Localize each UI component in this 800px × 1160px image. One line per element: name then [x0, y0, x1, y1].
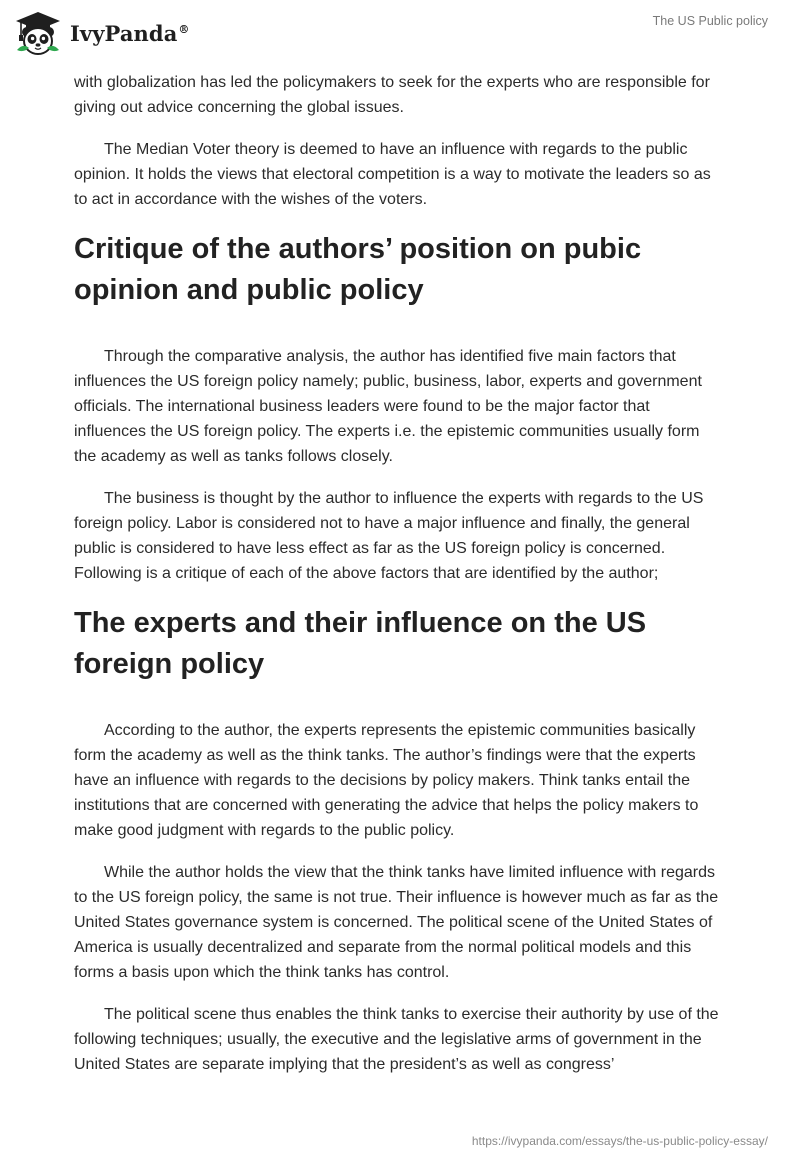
page-label: The US Public policy — [652, 14, 768, 28]
paragraph: The Median Voter theory is deemed to have an influence with regards to the public opinion. It holds the views that electoral competition is a way to motivate the leaders so as to act in accordance with the wishes of the voters. — [74, 141, 711, 208]
brand-name: IvyPanda® — [70, 20, 190, 46]
section-heading: Critique of the authors’ position on pubic opinion and public policy — [74, 233, 642, 306]
registered-mark: ® — [178, 22, 190, 36]
paragraph: While the author holds the view that the think tanks have limited influence with regards to the US foreign policy, the same is not true. Their influence is however much as far as the United States governance system is concerned. The political scene of the United States of America is usually decentralized and separate from the normal political models and this forms a basis upon which the think tanks has control. — [74, 864, 719, 981]
brand-logo[interactable] — [14, 10, 190, 56]
paragraph: The business is thought by the author to influence the experts with regards to the US foreign policy. Labor is considered not to have a major influence and finally, the general public is considered to have less effect as far as the US foreign policy is concerned. Following is a critique of each of the above factors that are identified by the author; — [74, 490, 704, 582]
source-url[interactable]: https://ivypanda.com/essays/the-us-public-policy-essay/ — [471, 1134, 768, 1148]
paragraph: with globalization has led the policymakers to seek for the experts who are responsible for giving out advice concerning the global issues. — [74, 74, 710, 116]
paragraph: The political scene thus enables the think tanks to exercise their authority by use of the following techniques; usually, the executive and the legislative arms of government in the United States are separate implying that the president’s as well as congress’ — [74, 1006, 719, 1073]
paragraph: According to the author, the experts represents the epistemic communities basically form the academy as well as the think tanks. The author’s findings were that the experts have an influence with regards to the decisions by policy makers. Think tanks entail the institutions that are concerned with generating the advice that helps the policy makers to make good judgment with regards to the public policy. — [74, 722, 699, 839]
essay-body — [74, 70, 726, 1094]
paragraph: Through the comparative analysis, the author has identified five main factors that influences the US foreign policy namely; public, business, labor, experts and government officials. The international business leaders were found to be the major factor that influences the US foreign policy. The experts i.e. the epistemic communities usually form the academy as well as tanks follows closely. — [74, 348, 702, 465]
page-header — [0, 0, 800, 64]
panda-graduation-cap-icon — [14, 10, 62, 56]
section-heading: The experts and their influence on the US foreign policy — [74, 607, 647, 680]
